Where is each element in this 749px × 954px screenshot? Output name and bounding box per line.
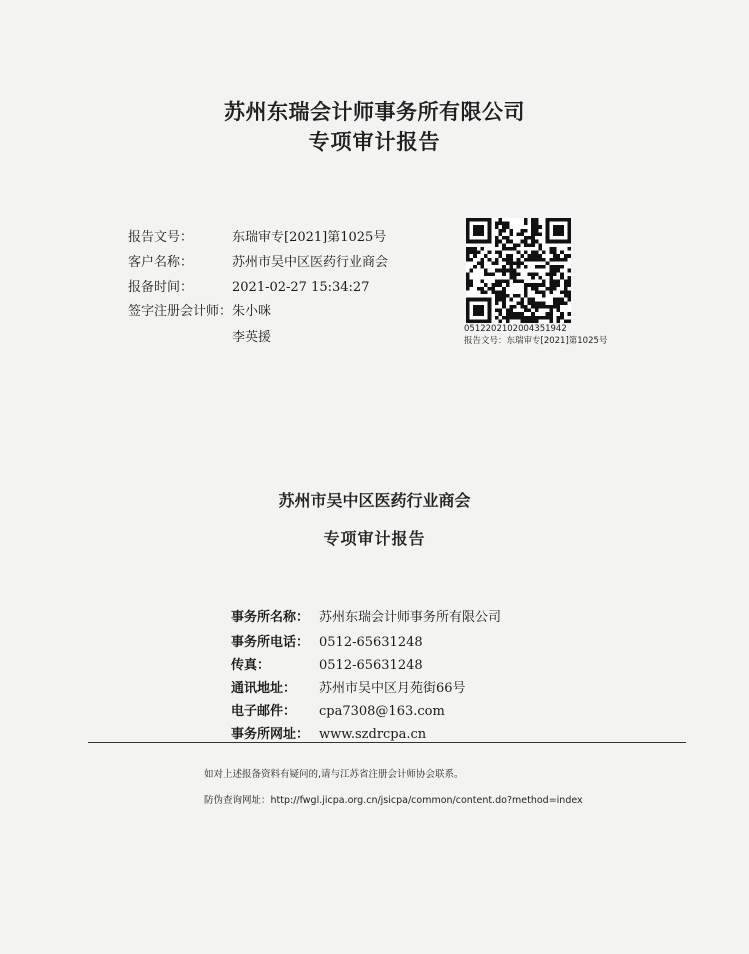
contact-address-row xyxy=(231,677,466,696)
client-name-value: 苏州市吴中区医药行业商会 xyxy=(232,255,389,270)
footer-contact-note: 如对上述报备资料有疑问的,请与江苏省注册会计师协会联系。 xyxy=(204,769,464,780)
signer-row-2 xyxy=(232,326,271,345)
contact-email-label: 电子邮件： xyxy=(231,704,297,719)
signer-1-name: 朱小咪 xyxy=(232,304,272,319)
filing-time-row xyxy=(128,276,369,295)
filing-time-value: 2021-02-27 15:34:27 xyxy=(232,280,370,295)
firm-name-heading: 苏州东瑞会计师事务所有限公司 xyxy=(224,100,525,124)
report-number-label: 报告文号： xyxy=(128,230,194,245)
report-title-heading: 专项审计报告 xyxy=(308,130,441,154)
contact-website-value: www.szdrcpa.cn xyxy=(319,727,427,742)
cover-client-name: 苏州市吴中区医药行业商会 xyxy=(278,491,471,510)
contact-address-value: 苏州市吴中区月苑街66号 xyxy=(319,681,466,696)
contact-fax-row xyxy=(231,654,423,673)
contact-fax-label: 传真： xyxy=(231,658,271,673)
contact-website-label: 事务所网址： xyxy=(231,727,310,742)
contact-phone-value: 0512-65631248 xyxy=(319,635,423,650)
qr-code-icon xyxy=(466,218,571,323)
client-name-label: 客户名称： xyxy=(128,255,194,270)
filing-time-label: 报备时间： xyxy=(128,280,194,295)
contact-address-label: 通讯地址： xyxy=(231,681,297,696)
signer-row xyxy=(128,300,271,319)
contact-phone-label: 事务所电话： xyxy=(231,635,310,650)
contact-firm-label: 事务所名称： xyxy=(231,610,310,625)
cover-report-title: 专项审计报告 xyxy=(323,529,426,548)
contact-email-row xyxy=(231,700,445,719)
contact-firm-value: 苏州东瑞会计师事务所有限公司 xyxy=(319,610,502,625)
contact-firm-row xyxy=(231,606,501,625)
client-name-row xyxy=(128,251,388,270)
signer-2-name: 李英援 xyxy=(232,330,272,345)
contact-phone-row xyxy=(231,631,423,650)
contact-fax-value: 0512-65631248 xyxy=(319,658,423,673)
report-number-value: 东瑞审专[2021]第1025号 xyxy=(232,230,387,245)
footer-verification-url: 防伪查询网址：http://fwgl.jicpa.org.cn/jsicpa/common/content.do?method=index xyxy=(204,795,583,806)
qr-verification-block xyxy=(464,218,608,347)
footer-divider xyxy=(88,742,686,743)
contact-website-row xyxy=(231,723,426,742)
qr-code-number: 0512202102004351942 xyxy=(464,324,567,334)
qr-report-number-caption: 报告文号：东瑞审专[2021]第1025号 xyxy=(464,336,608,346)
signer-label: 签字注册会计师： xyxy=(128,304,233,319)
contact-email-value: cpa7308@163.com xyxy=(319,704,445,719)
report-number-row xyxy=(128,226,386,245)
